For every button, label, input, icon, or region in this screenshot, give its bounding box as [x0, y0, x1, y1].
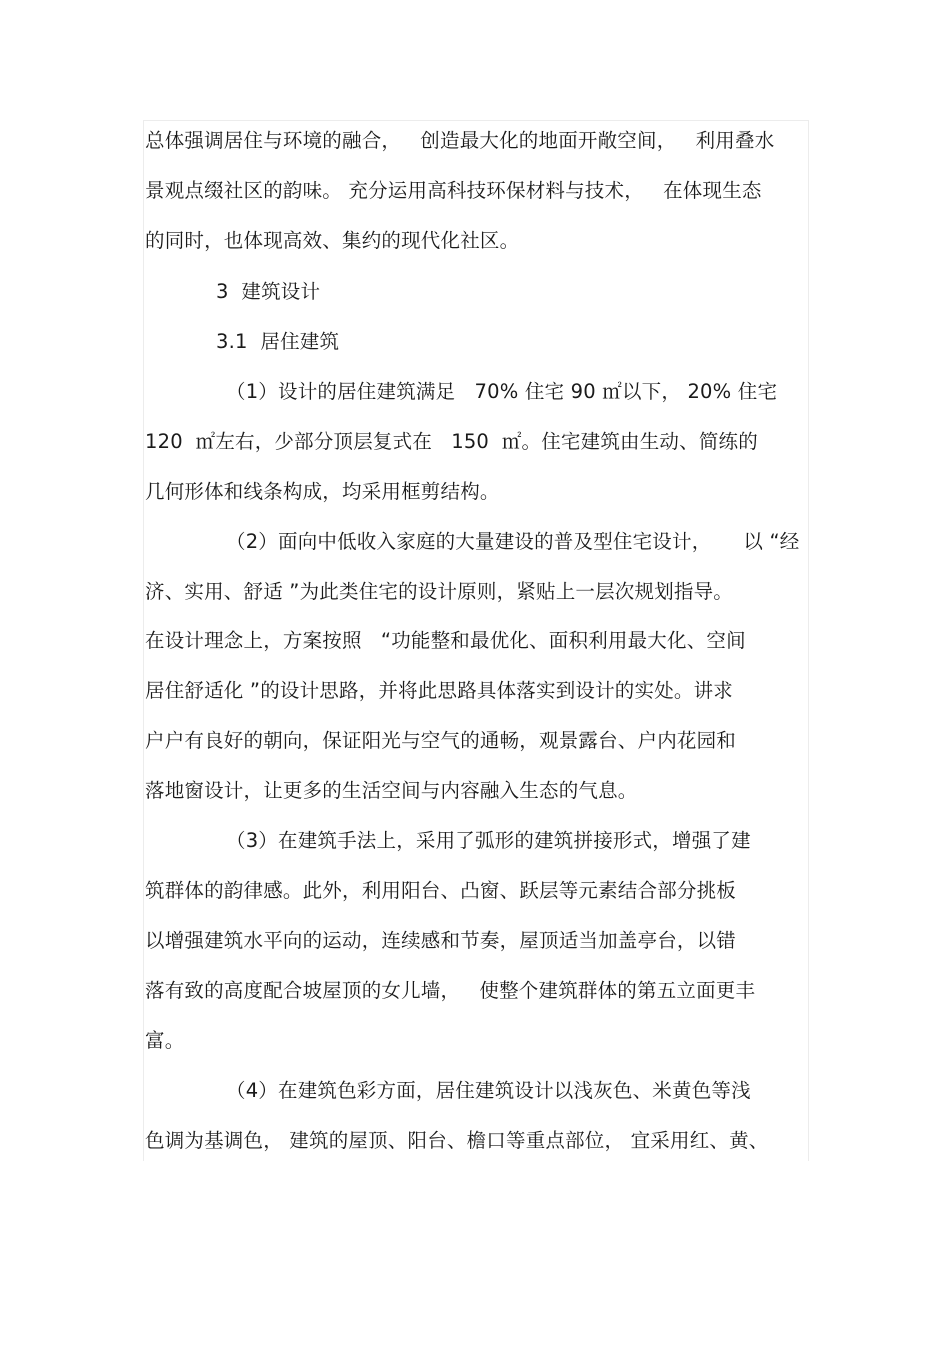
text-line: 色调为基调色， 建筑的屋顶、阳台、檐口等重点部位， 宜采用红、黄、: [145, 1129, 769, 1152]
text-line: 120 ㎡左右，少部分顶层复式在 150 ㎡。住宅建筑由生动、简练的: [145, 430, 758, 453]
text-line: 筑群体的韵律感。此外，利用阳台、凸窗、跃层等元素结合部分挑板: [145, 879, 737, 902]
text-line: 户户有良好的朝向，保证阳光与空气的通畅，观景露台、户内花园和: [145, 729, 737, 752]
text-line: 的同时，也体现高效、集约的现代化社区。: [145, 229, 520, 252]
text-line: （4）在建筑色彩方面，居住建筑设计以浅灰色、米黄色等浅: [226, 1079, 751, 1102]
text-line: 居住舒适化 ”的设计思路，并将此思路具体落实到设计的实处。讲求: [145, 679, 734, 702]
text-line: 几何形体和线条构成，均采用框剪结构。: [145, 480, 500, 503]
text-line: （3）在建筑手法上，采用了弧形的建筑拼接形式，增强了建: [226, 829, 751, 852]
text-line: 景观点缀社区的韵味。 充分运用高科技环保材料与技术， 在体现生态: [145, 179, 762, 202]
text-line: 富。: [145, 1029, 185, 1052]
text-line: （1）设计的居住建筑满足 70% 住宅 90 ㎡以下， 20% 住宅: [226, 380, 778, 403]
text-line: 落地窗设计，让更多的生活空间与内容融入生态的气息。: [145, 779, 638, 802]
subsection-heading: 3.1 居住建筑: [216, 330, 340, 353]
text-line: （2）面向中低收入家庭的大量建设的普及型住宅设计， 以 “经: [226, 530, 800, 553]
text-line: 以增强建筑水平向的运动，连续感和节奏，屋顶适当加盖亭台，以错: [145, 929, 737, 952]
text-line: 在设计理念上，方案按照 “功能整和最优化、面积利用最大化、空间: [145, 629, 746, 652]
section-heading: 3 建筑设计: [216, 280, 321, 303]
text-line: 总体强调居住与环境的融合， 创造最大化的地面开敞空间， 利用叠水: [145, 129, 775, 152]
text-line: 济、实用、舒适 ”为此类住宅的设计原则，紧贴上一层次规划指导。: [145, 580, 734, 603]
text-line: 落有致的高度配合坡屋顶的女儿墙， 使整个建筑群体的第五立面更丰: [145, 979, 756, 1002]
